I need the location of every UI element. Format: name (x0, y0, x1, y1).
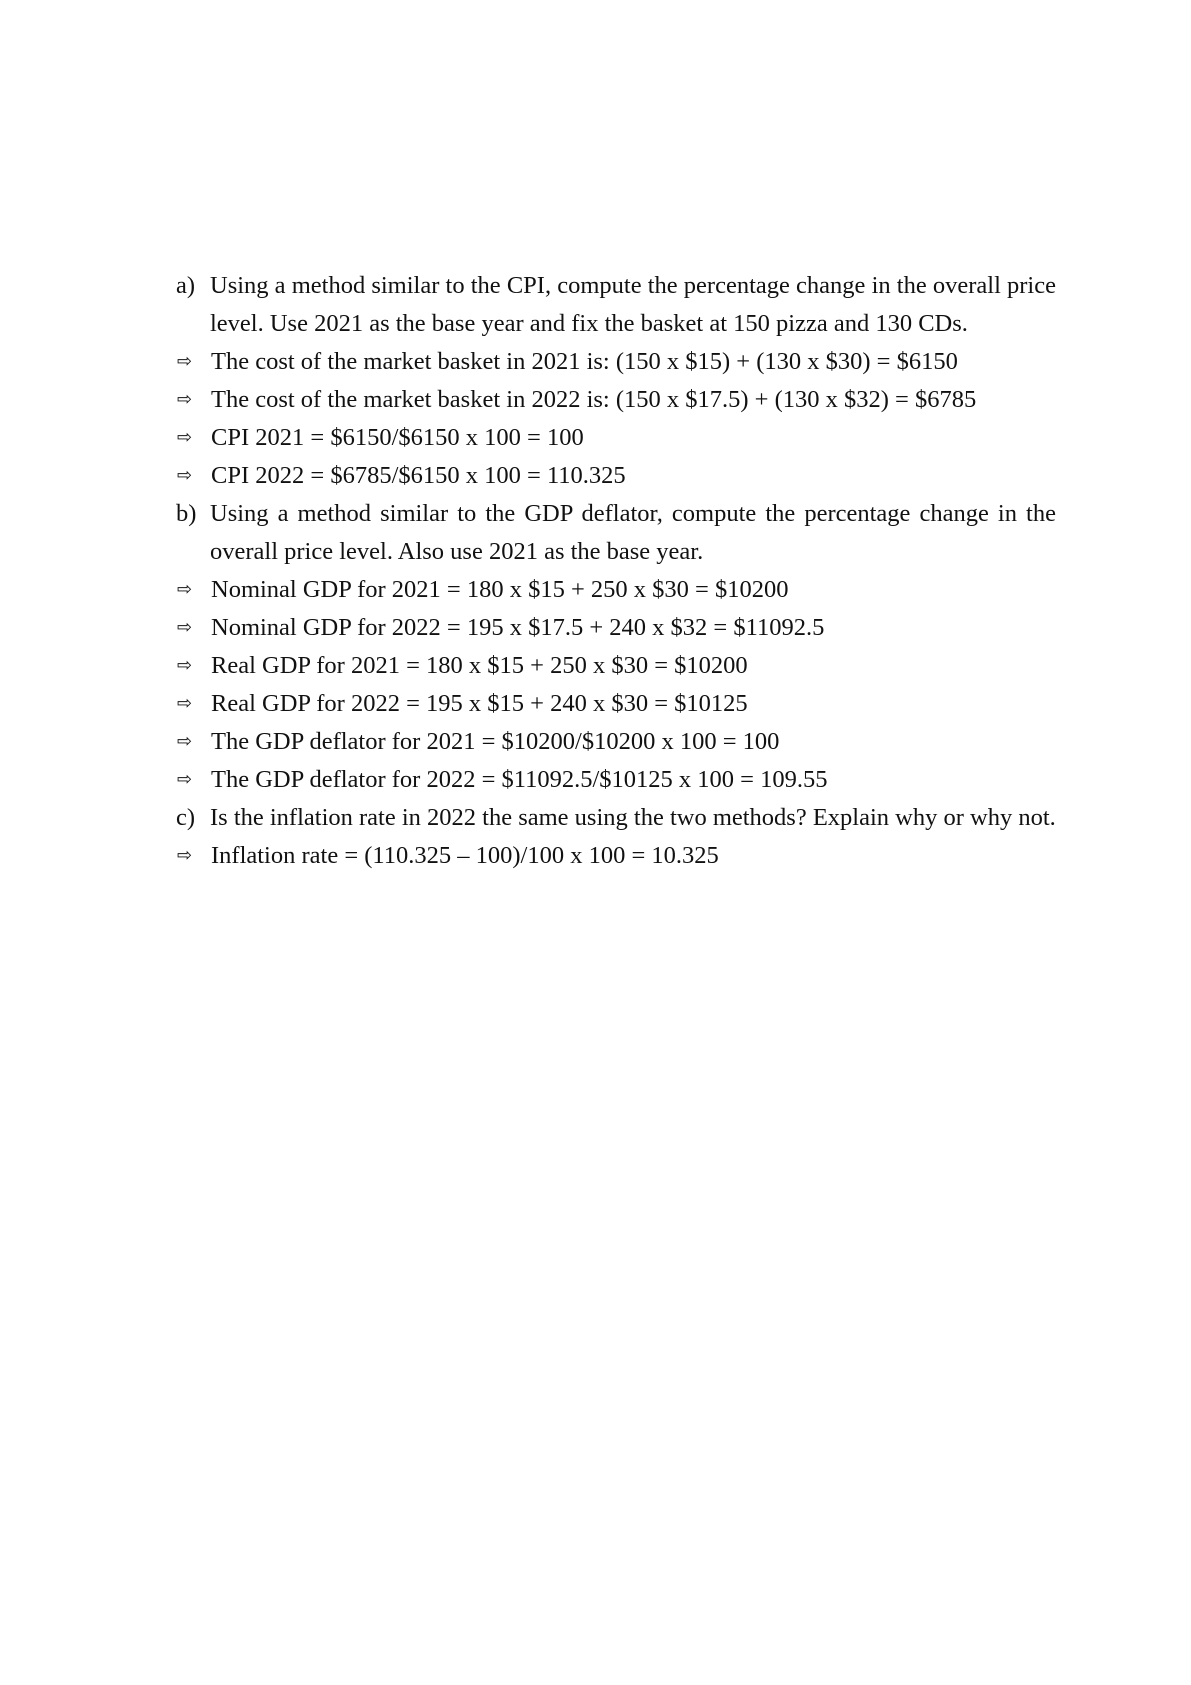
question-text: Is the inflation rate in 2022 the same using the two methods? Explain why or why not. (210, 804, 1056, 831)
right-arrow-icon: ⇨ (177, 465, 193, 486)
answer-text: CPI 2021 = $6150/$6150 x 100 = 100 (211, 424, 584, 451)
answer-text: The GDP deflator for 2021 = $10200/$10200 x 100 = 100 (211, 728, 780, 755)
answer-line (176, 837, 1056, 875)
question-c (176, 799, 1056, 837)
answer-text: The GDP deflator for 2022 = $11092.5/$10125 x 100 = 109.55 (211, 766, 828, 793)
answer-text: CPI 2022 = $6785/$6150 x 100 = 110.325 (211, 462, 626, 489)
answer-line (176, 571, 1056, 609)
answer-line (176, 609, 1056, 647)
answer-text: Nominal GDP for 2021 = 180 x $15 + 250 x $30 = $10200 (211, 576, 789, 603)
answer-line (176, 343, 1056, 381)
right-arrow-icon: ⇨ (177, 389, 193, 410)
right-arrow-icon: ⇨ (177, 693, 193, 714)
right-arrow-icon: ⇨ (177, 427, 193, 448)
question-a (176, 267, 1056, 343)
list-marker-letter: a) (176, 272, 196, 299)
answer-text: Real GDP for 2022 = 195 x $15 + 240 x $30 = $10125 (211, 690, 748, 717)
question-text: Using a method similar to the GDP deflator, compute the percentage change in the overall price level. Also use 2021 as the base year. (210, 500, 1056, 565)
question-text: Using a method similar to the CPI, compute the percentage change in the overall price level. Use 2021 as the base year and fix the basket at 150 pizza and 130 CDs. (210, 272, 1056, 337)
list-marker-letter: b) (176, 500, 197, 527)
answer-line (176, 685, 1056, 723)
answer-line (176, 723, 1056, 761)
answer-text: Inflation rate = (110.325 – 100)/100 x 100 = 10.325 (211, 842, 719, 869)
answer-text: The cost of the market basket in 2022 is: (150 x $17.5) + (130 x $32) = $6785 (211, 386, 977, 413)
right-arrow-icon: ⇨ (177, 579, 193, 600)
answer-line (176, 647, 1056, 685)
document-content (176, 267, 1056, 875)
answer-line (176, 457, 1056, 495)
right-arrow-icon: ⇨ (177, 351, 193, 372)
answer-text: Real GDP for 2021 = 180 x $15 + 250 x $30 = $10200 (211, 652, 748, 679)
right-arrow-icon: ⇨ (177, 617, 193, 638)
answer-line (176, 761, 1056, 799)
right-arrow-icon: ⇨ (177, 731, 193, 752)
answer-text: Nominal GDP for 2022 = 195 x $17.5 + 240 x $32 = $11092.5 (211, 614, 825, 641)
right-arrow-icon: ⇨ (177, 655, 193, 676)
right-arrow-icon: ⇨ (177, 845, 193, 866)
answer-text: The cost of the market basket in 2021 is: (150 x $15) + (130 x $30) = $6150 (211, 348, 958, 375)
question-b (176, 495, 1056, 571)
answer-line (176, 419, 1056, 457)
list-marker-letter: c) (176, 804, 196, 831)
right-arrow-icon: ⇨ (177, 769, 193, 790)
answer-line (176, 381, 1056, 419)
